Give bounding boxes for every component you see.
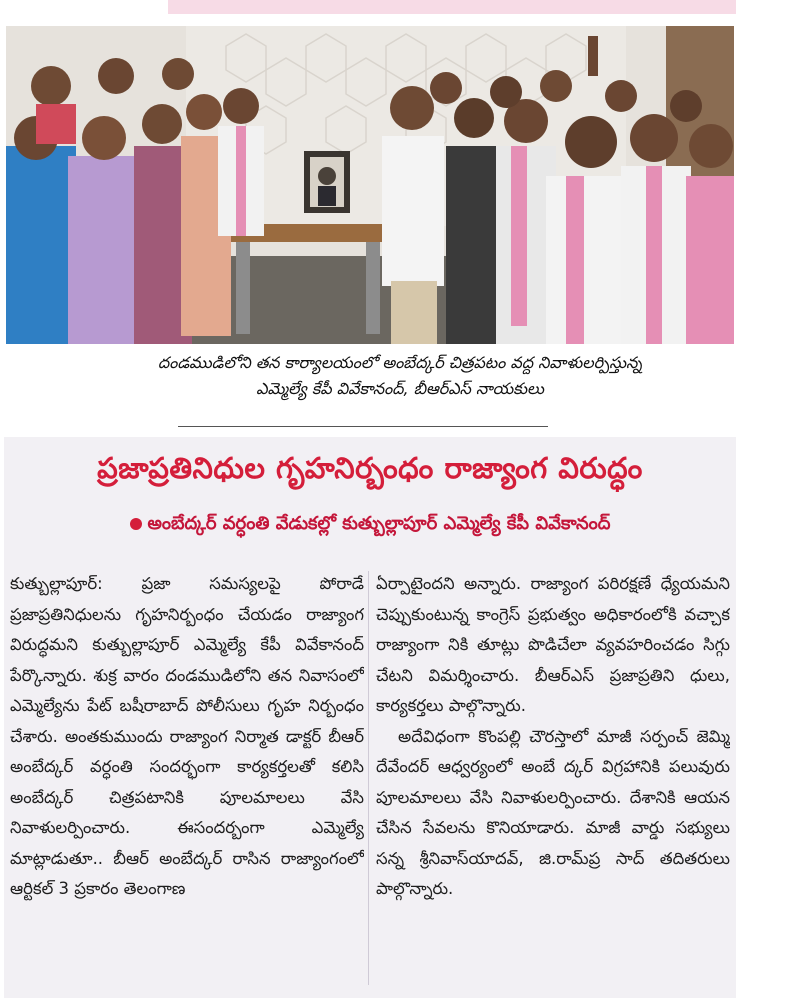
news-photo-illustration (6, 26, 734, 344)
article-subhead (4, 509, 736, 539)
article-column-left (10, 569, 364, 989)
photo-caption-line-2: ఎమ్మెల్యే కేపీ వివేకానంద్, బీఆర్ఎస్ నాయకులు (256, 379, 544, 398)
article-block (4, 437, 736, 998)
article-paragraph: అదేవిధంగా కొంపల్లి చౌరస్తాలో మాజీ సర్పంచ్ జెమ్మి దేవేందర్ ఆధ్వర్యంలో అంబే ద్కర్ విగ్రహానికి పలువురు పూలమాలలు వేసి నివాళులర్పించారు. దేశానికి ఆయన చేసిన సేవలను కొనియాడారు. మాజీ వార్డు సభ్యులు సన్న శ్రీనివాస్‌యాదవ్, జి.రామ్‌ప్ర సాద్ తదితరులు పాల్గొన్నారు. (376, 726, 730, 898)
caption-divider (178, 426, 548, 427)
photo-caption (0, 350, 800, 402)
article-column-right (376, 569, 730, 989)
news-photo (6, 26, 734, 344)
top-strip (0, 0, 800, 22)
article-paragraph: ఏర్పాటైందని అన్నారు. రాజ్యాంగ పరిరక్షణే ధ్యేయమని చెప్పుకుంటున్న కాంగ్రెస్ ప్రభుత్వం అధికారంలోకి వచ్చాక రాజ్యాంగా నికి తూట్లు పొడిచేలా వ్యవహరించడం సిగ్గు చేటని విమర్శించారు. బీఆర్ఎస్ ప్రజాప్రతిని ధులు, కార్యకర్తలు పాల్గొన్నారు. (376, 574, 730, 715)
article-headline: ప్రజాప్రతినిధుల గృహనిర్బంధం రాజ్యాంగ విరుద్ధం (97, 451, 643, 485)
article-paragraph: కుత్బుల్లాపూర్: ప్రజా సమస్యలపై పోరాడే ప్రజాప్రతినిధులను గృహనిర్బంధం చేయడం రాజ్యాంగ విరుద్ధమని కుత్బుల్లాపూర్ ఎమ్మెల్యే కేపీ వివేకానంద్ పేర్కొన్నారు. శుక్ర వారం దండముడిలోని తన నివాసంలో ఎమ్మెల్యేను పేట్ బషీరాబాద్ పోలీసులు గృహ నిర్బంధం చేశారు. అంతకుముందు రాజ్యాంగ నిర్మాత డాక్టర్ బీఆర్ అంబేద్కర్ వర్ధంతి సందర్భంగా కార్యకర్తలతో కలిసి అంబేద్కర్ చిత్రపటానికి పూలమాలలు వేసి నివాళులర్పించారు. ఈసందర్బంగా ఎమ్మెల్యే మాట్లాడుతూ.. బీఆర్ అంబేద్కర్ రాసిన రాజ్యాంగంలో ఆర్టికల్ 3 ప్రకారం తెలంగాణ (10, 574, 364, 898)
article-subhead-text: అంబేద్కర్ వర్ధంతి వేడుకల్లో కుత్బుల్లాపూర్ ఎమ్మెల్యే కేపీ వివేకానంద్ (147, 513, 611, 534)
column-divider (368, 571, 369, 985)
previous-article-strip (168, 0, 736, 14)
bullet-dot-icon (130, 518, 142, 530)
photo-caption-line-1: దండముడిలోని తన కార్యాలయంలో అంబేద్కర్ చిత్రపటం వద్ద నివాళులర్పిస్తున్న (157, 353, 643, 372)
